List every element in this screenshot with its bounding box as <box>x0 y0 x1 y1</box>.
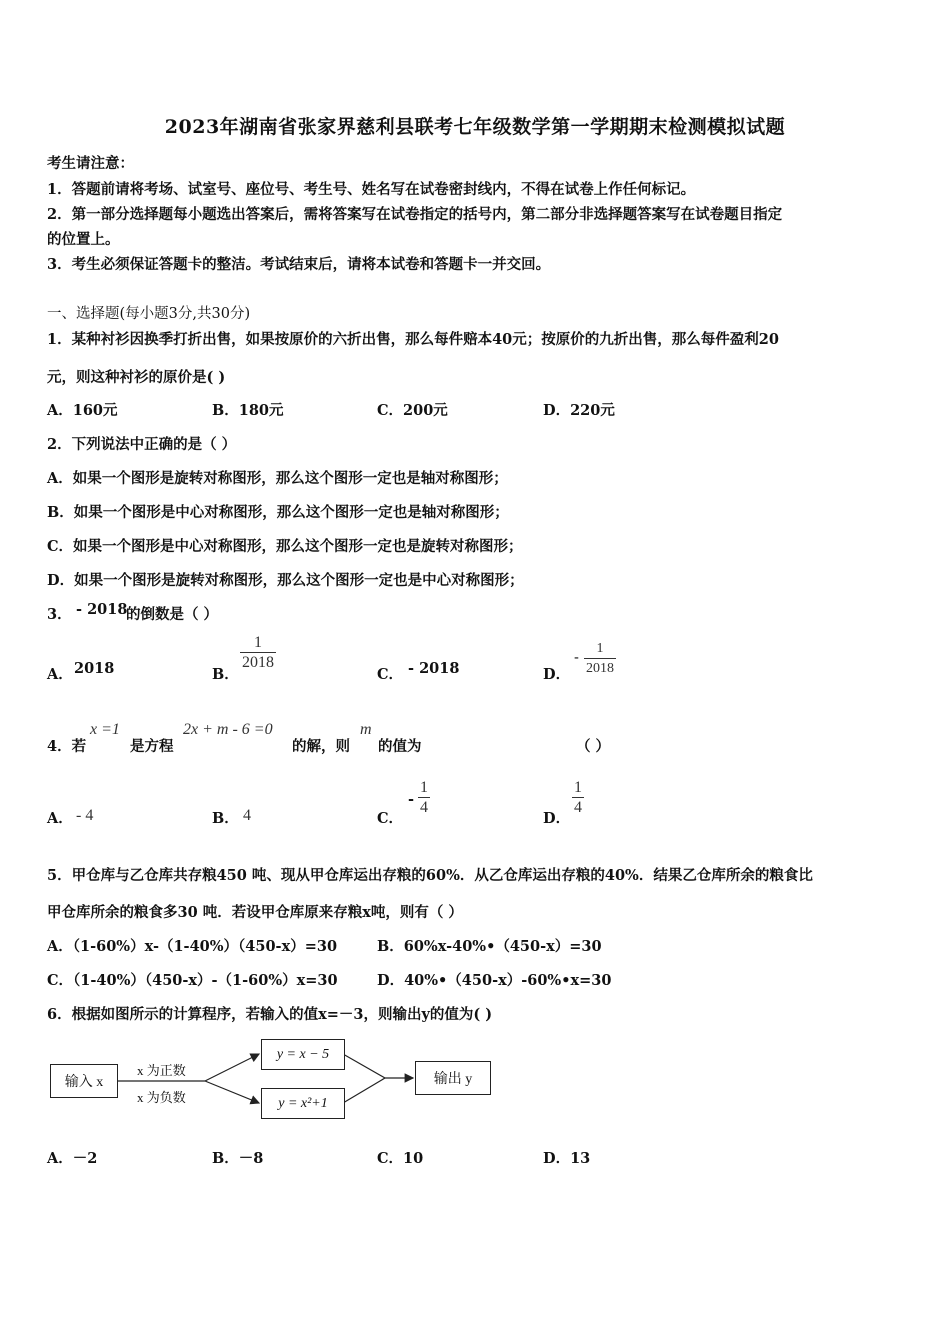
fraction-denominator: 2018 <box>242 654 274 671</box>
question-1-line2: 元，则这种衬衫的原价是( ) <box>47 369 226 386</box>
option-b: B．60%x-40%•（450-x）=30 <box>377 938 602 955</box>
fraction-numerator: 1 <box>254 634 262 651</box>
section-heading: 一、选择题(每小题3分,共30分) <box>47 306 251 322</box>
notice-item: 3．考生必须保证答题卡的整洁。考试结束后，请将本试卷和答题卡一并交回。 <box>47 256 551 273</box>
fraction-denominator: 2018 <box>584 658 616 679</box>
option-c-label: C． <box>377 666 404 683</box>
question-4-condition: x =1 <box>90 721 120 738</box>
question-3-number: 3． <box>47 606 72 623</box>
fraction-denominator: 4 <box>420 799 428 816</box>
option-b: B．－8 <box>212 1150 264 1167</box>
question-4-variable: m <box>360 721 372 738</box>
option-c: C．如果一个图形是中心对称图形，那么这个图形一定也是旋转对称图形； <box>47 538 523 555</box>
fraction-numerator: 1 <box>420 779 428 796</box>
option-a-label: A． <box>47 666 73 683</box>
option-d-label: D． <box>543 810 571 827</box>
fraction-numerator: 1 <box>574 779 582 796</box>
option-b-label: B． <box>212 666 239 683</box>
flow-positive-label: x 为正数 <box>137 1063 186 1078</box>
question-3-stem: 的倒数是（ ） <box>126 606 219 623</box>
fraction-numerator: 1 <box>596 641 604 656</box>
option-c: C．10 <box>377 1150 424 1167</box>
question-4-paren: （ ） <box>576 738 611 755</box>
option-b-label: B． <box>212 810 239 827</box>
option-d: D．220元 <box>543 402 615 419</box>
question-6-stem: 6．根据如图所示的计算程序，若输入的值x=－3，则输出y的值为( ) <box>47 1006 493 1023</box>
option-d-label: D． <box>543 666 571 683</box>
option-d: D．13 <box>543 1150 591 1167</box>
option-a: A．如果一个图形是旋转对称图形，那么这个图形一定也是轴对称图形； <box>47 470 508 487</box>
flow-output-box: 输出 y <box>415 1061 491 1095</box>
notice-item: 2．第一部分选择题每小题选出答案后，需将答案写在试卷指定的括号内，第二部分非选择题答案写在试卷题目指定 <box>47 206 783 223</box>
option-b: B．如果一个图形是中心对称图形，那么这个图形一定也是轴对称图形； <box>47 504 509 521</box>
option-c-value: - 2018 <box>408 660 460 677</box>
question-4-equation: 2x + m - 6 =0 <box>183 721 273 738</box>
flow-formula-negative: y = x²+1 <box>261 1088 345 1119</box>
question-1-line1: 1．某种衬衫因换季打折出售，如果按原价的六折出售，那么每件赔本40元；按原价的九折出售，那么每件盈利20 <box>47 331 779 348</box>
notice-item: 的位置上。 <box>47 231 120 248</box>
question-4-suffix: 的值为 <box>378 738 422 755</box>
option-a: A．－2 <box>47 1150 98 1167</box>
question-2-stem: 2．下列说法中正确的是（ ） <box>47 436 237 453</box>
option-c-sign: - <box>408 791 415 808</box>
notice-heading: 考生请注意： <box>47 155 134 172</box>
flow-negative-label: x 为负数 <box>137 1090 186 1105</box>
question-4-mid2: 的解，则 <box>292 738 350 755</box>
option-d-sign: - <box>574 650 579 666</box>
option-a-value: - 4 <box>76 807 94 824</box>
notice-item: 1．答题前请将考场、试室号、座位号、考生号、姓名写在试卷密封线内，不得在试卷上作任何标记。 <box>47 181 696 198</box>
fraction-denominator: 4 <box>574 799 582 816</box>
question-3-value: - 2018 <box>76 601 128 618</box>
question-5-line2: 甲仓库所余的粮食多30 吨．若设甲仓库原来存粮x吨，则有（ ） <box>47 904 463 921</box>
option-c: C．（1-40%）（450-x）-（1-60%）x=30 <box>47 972 338 989</box>
option-a-label: A． <box>47 810 73 827</box>
page-title: 2023年湖南省张家界慈利县联考七年级数学第一学期期末检测模拟试题 <box>164 116 786 138</box>
flow-formula-positive: y = x − 5 <box>261 1039 345 1070</box>
option-a: A．（1-60%）x-（1-40%）（450-x）=30 <box>47 938 338 955</box>
option-a-value: 2018 <box>74 660 115 677</box>
question-4-prefix: 4．若 <box>47 738 87 755</box>
question-4-mid: 是方程 <box>130 738 174 755</box>
option-b: B．180元 <box>212 402 284 419</box>
option-d: D．如果一个图形是旋转对称图形，那么这个图形一定也是中心对称图形； <box>47 572 524 589</box>
option-d: D．40%•（450-x）-60%•x=30 <box>377 972 612 989</box>
option-a: A．160元 <box>47 402 118 419</box>
flow-input-box: 输入 x <box>50 1064 118 1098</box>
option-b-value: 4 <box>243 807 251 824</box>
option-c: C．200元 <box>377 402 448 419</box>
question-5-line1: 5．甲仓库与乙仓库共存粮450 吨、现从甲仓库运出存粮的60%．从乙仓库运出存粮的40%．结果乙仓库所余的粮食比 <box>47 867 813 884</box>
option-c-label: C． <box>377 810 404 827</box>
